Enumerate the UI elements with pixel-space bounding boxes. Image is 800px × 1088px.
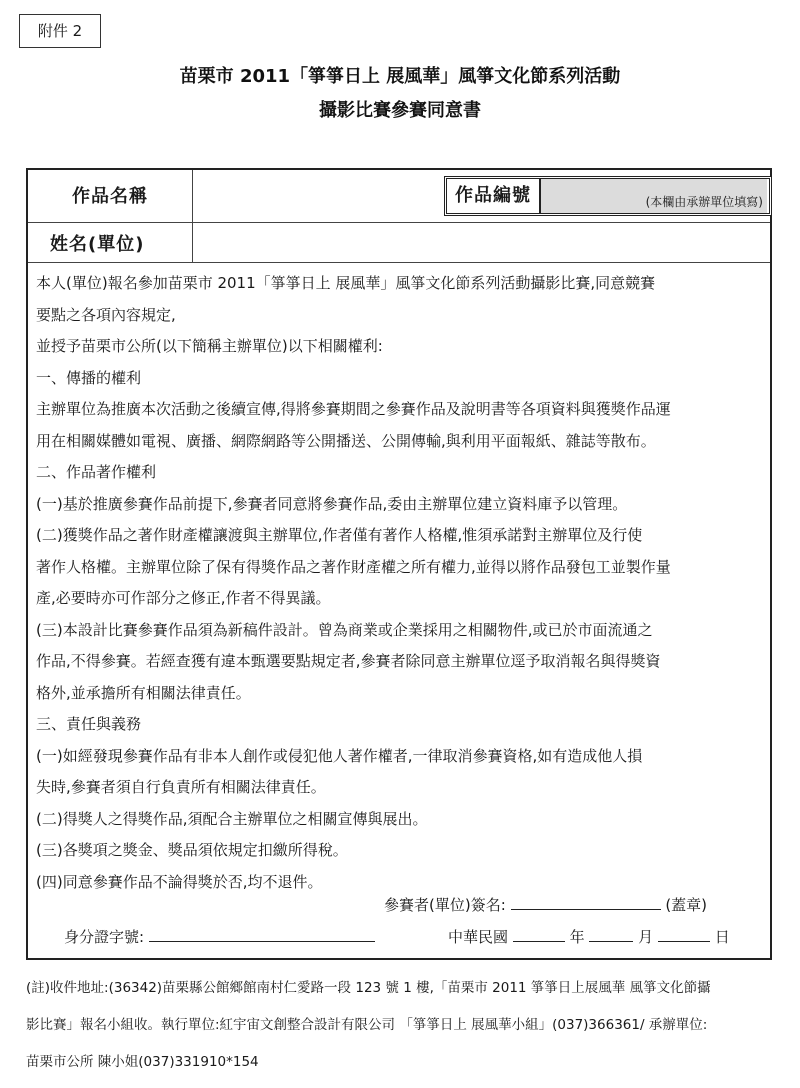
body-line: (二)得獎人之得獎作品,須配合主辦單位之相關宣傳與展出。: [36, 809, 428, 828]
work-code-label: 作品編號: [447, 179, 541, 213]
date-line: [448, 926, 730, 947]
day-label: 日: [714, 928, 730, 946]
signer-line: [384, 894, 707, 915]
date-prefix: 中華民國: [448, 928, 509, 946]
consent-form: [26, 168, 772, 960]
body-line: 並授予苗栗市公所(以下簡稱主辦單位)以下相關權利:: [36, 337, 383, 355]
id-label: 身分證字號:: [64, 928, 145, 946]
work-title-label: 作品名稱: [72, 186, 148, 207]
body-line: 主辦單位為推廣本次活動之後續宣傳,得將參賽期間之參賽作品及說明書等各項資料與獲獎作品運: [36, 400, 671, 418]
section-heading: 三、責任與義務: [36, 715, 142, 733]
body-line: (一)如經發現參賽作品有非本人創作或侵犯他人著作權者,一律取消參賽資格,如有造成他人損: [36, 746, 643, 765]
body-line: 本人(單位)報名參加苗栗市 2011「箏箏日上 展風華」風箏文化節系列活動攝影比賽,同意競賽: [36, 274, 656, 292]
consent-body: [36, 268, 764, 898]
seal-label: (蓋章): [665, 896, 708, 914]
body-line: 要點之各項內容規定,: [36, 305, 176, 324]
page-subtitle: 攝影比賽參賽同意書: [319, 100, 481, 121]
body-line: (四)同意參賽作品不論得獎於否,均不退件。: [36, 872, 323, 891]
body-line: (二)獲獎作品之著作財產權讓渡與主辦單位,作者僅有著作人格權,惟須承諾對主辦單位及行使: [36, 526, 643, 544]
section-heading: 一、傳播的權利: [36, 368, 142, 387]
work-code-field[interactable]: [541, 179, 767, 213]
body-line: 著作人格權。主辦單位除了保有得獎作品之著作財產權之所有權力,並得以將作品發包工並製作量: [36, 557, 671, 576]
signer-label: 參賽者(單位)簽名:: [384, 896, 506, 914]
year-label: 年: [569, 928, 585, 946]
id-line: [64, 926, 375, 947]
body-line: (三)本設計比賽參賽作品須為新稿件設計。曾為商業或企業採用之相關物件,或已於市面流通之: [36, 620, 653, 639]
body-line: 格外,並承擔所有相關法律責任。: [36, 683, 251, 702]
name-label: 姓名(單位): [50, 234, 145, 255]
day-field[interactable]: [658, 927, 710, 942]
body-line: 產,必要時亦可作部分之修正,作者不得異議。: [36, 589, 331, 607]
body-line: 失時,參賽者須自行負責所有相關法律責任。: [36, 778, 326, 796]
work-code-note: (本欄由承辦單位填寫): [645, 195, 763, 209]
body-line: (三)各獎項之獎金、獎品須依規定扣繳所得稅。: [36, 841, 348, 859]
form-divider: [192, 170, 193, 262]
attachment-label: 附件 2: [19, 14, 101, 48]
note-line: 苗栗市公所 陳小姐(037)331910*154: [26, 1054, 259, 1070]
body-line: 用在相關媒體如電視、廣播、網際網路等公開播送、公開傳輸,與利用平面報紙、雜誌等散布。: [36, 431, 656, 450]
footer-notes: [26, 970, 778, 1081]
page-title: 苗栗市 2011「箏箏日上 展風華」風箏文化節系列活動: [179, 66, 621, 87]
month-field[interactable]: [589, 927, 633, 942]
id-number-field[interactable]: [149, 927, 375, 942]
month-label: 月: [638, 928, 654, 946]
section-heading: 二、作品著作權利: [36, 463, 157, 481]
signature-field[interactable]: [511, 895, 661, 910]
note-line: (註)收件地址:(36342)苗栗縣公館鄉館南村仁愛路一段 123 號 1 樓,「苗栗市 2011 箏箏日上展風華 風箏文化節攝: [26, 980, 711, 996]
year-field[interactable]: [513, 927, 565, 942]
body-line: (一)基於推廣參賽作品前提下,參賽者同意將參賽作品,委由主辦單位建立資料庫予以管理。: [36, 494, 628, 513]
note-line: 影比賽」報名小組收。執行單位:紅宇宙文創整合設計有限公司 「箏箏日上 展風華小組」(037)366361/ 承辦單位:: [26, 1017, 708, 1033]
work-code-box: [444, 176, 772, 216]
body-line: 作品,不得參賽。若經查獲有違本甄選要點規定者,參賽者除同意主辦單位逕予取消報名與得獎資: [36, 652, 661, 670]
